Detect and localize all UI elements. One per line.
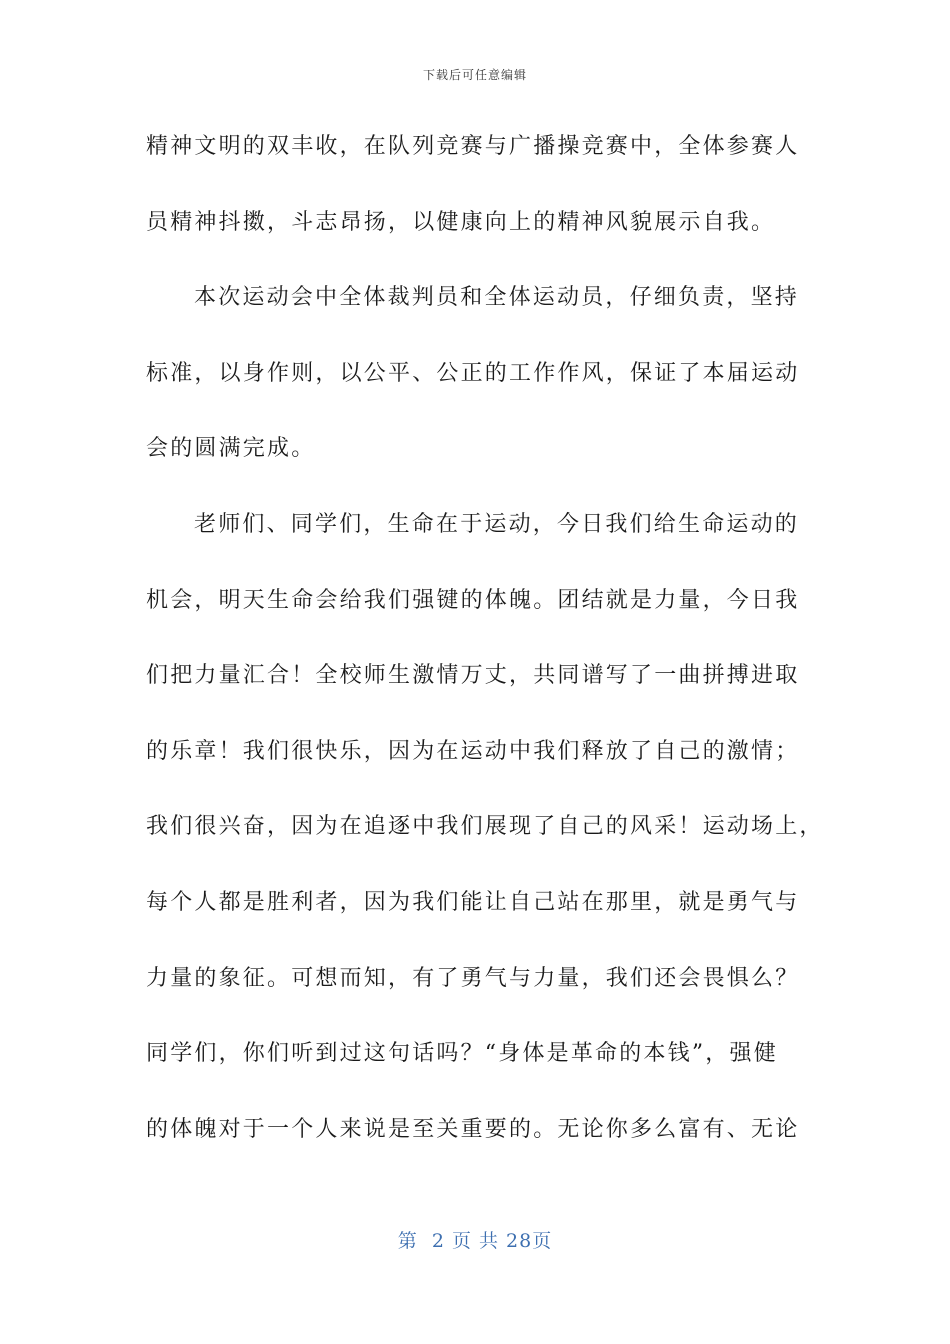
text-line: 同学们，你们听到过这句话吗？“身体是革命的本钱”，强健	[146, 1041, 778, 1067]
page-header: 下载后可任意编辑	[422, 68, 527, 82]
text-line: 员精神抖擞，斗志昂扬，以健康向上的精神风貌展示自我。	[146, 209, 776, 235]
text-line: 我们很兴奋，因为在追逐中我们展现了自己的风采！运动场上，	[146, 814, 824, 840]
text-line: 会的圆满完成。	[146, 436, 316, 462]
text-line: 们把力量汇合！全校师生激情万丈，共同谱写了一曲拼搏进取	[146, 663, 800, 689]
text-line: 机会，明天生命会给我们强键的体魄。团结就是力量，今日我	[146, 587, 800, 613]
text-line: 力量的象征。可想而知，有了勇气与力量，我们还会畏惧么？	[146, 965, 800, 991]
text-line: 老师们、同学们，生命在于运动，今日我们给生命运动的	[194, 511, 800, 537]
text-line: 本次运动会中全体裁判员和全体运动员，仔细负责，坚持	[194, 285, 800, 311]
text-line: 的体魄对于一个人来说是至关重要的。无论你多么富有、无论	[146, 1116, 800, 1142]
text-line: 精神文明的双丰收，在队列竞赛与广播操竞赛中，全体参赛人	[146, 134, 800, 159]
text-line: 每个人都是胜利者，因为我们能让自己站在那里，就是勇气与	[146, 889, 800, 915]
text-line: 的乐章！我们很快乐，因为在运动中我们释放了自己的激情；	[146, 738, 800, 764]
page-number-footer: 第 2 页 共 28页	[397, 1230, 553, 1252]
text-line: 标准，以身作则，以公平、公正的工作作风，保证了本届运动	[146, 360, 800, 386]
document-body	[146, 109, 824, 1167]
